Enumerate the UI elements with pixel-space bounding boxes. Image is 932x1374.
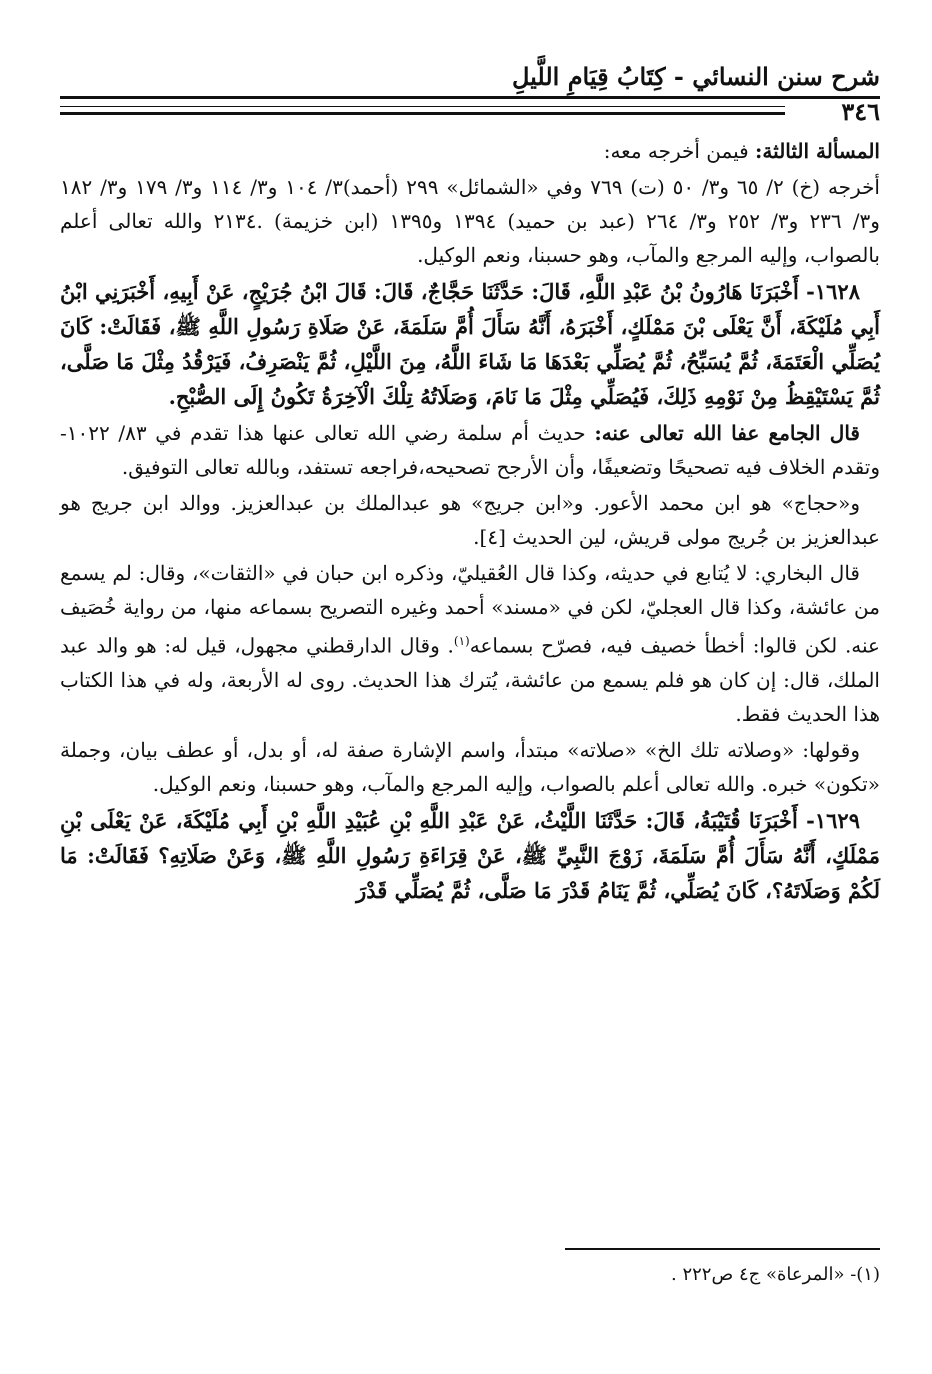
paragraph-takhrij: [60, 170, 880, 272]
header-rule: [60, 112, 785, 115]
hadith-1629: [60, 803, 880, 908]
paragraph-text: فيمن أخرجه معه:: [603, 139, 756, 163]
hadith-text: ١٦٢٩- أَخْبَرَنَا قُتَيْبَةُ، قَالَ: حَدَّثَنَا اللَّيْثُ، عَنْ عَبْدِ اللَّهِ بْنِ عُبَيْدِ اللَّهِ بْنِ أَبِي مُلَيْكَةَ، عَنْ يَعْلَى بْنِ مَمْلَكٍ، أَنَّهُ سَأَلَ أُمَّ سَلَمَةَ، زَوْجَ النَّبِيِّ ﷺ، عَنْ قِرَاءَةِ رَسُولِ اللَّهِ ﷺ، وَعَنْ صَلَاتِهِ؟ فَقَالَتْ: مَا لَكُمْ وَصَلَاتَهُ؟، كَانَ يُصَلِّي، ثُمَّ يَنَامُ قَدْرَ مَا صَلَّى، ثُمَّ يُصَلِّي قَدْرَ: [60, 807, 880, 903]
footnote: (١)- «المرعاة» ج٤ ص٢٢٢ .: [671, 1264, 880, 1285]
paragraph-text: قال البخاري: لا يُتابع في حديثه، وكذا قال العُقيليّ، وذكره ابن حبان في «الثقات»، وقال: لم يسمع من عائشة، وكذا قال العجليّ، لكن في «مسند» أحمد وغيره التصريح بسماعه منها، من رواية خُصَيف عنه. لكن قالوا: أخطأ خصيف فيه، فصرّح بسماعه: [60, 561, 880, 658]
header-rule: [60, 106, 785, 107]
main-text: [60, 134, 880, 910]
paragraph-text: و«حجاج» هو ابن محمد الأعور. و«ابن جريج» هو عبدالملك بن عبدالعزيز. ووالد ابن جريج هو عبدالعزيز بن جُريج مولى قريش، لين الحديث [٤].: [60, 491, 880, 549]
paragraph-commentary: [60, 416, 880, 484]
section-label: قال الجامع عفا الله تعالى عنه:: [594, 421, 860, 445]
paragraph-text: وقولها: «وصلاته تلك الخ» «صلاته» مبتدأ، واسم الإشارة صفة له، أو بدل، أو عطف بيان، وجملة «تكون» خبره. والله تعالى أعلم بالصواب، وإليه المرجع والمآب، وهو حسبنا، ونعم الوكيل.: [60, 737, 880, 796]
header-rule: [60, 96, 880, 99]
paragraph-issue-three: [60, 134, 880, 168]
section-label: المسألة الثالثة:: [755, 139, 880, 163]
footnote-separator: [565, 1248, 880, 1250]
running-header-title: شرح سنن النسائي - كِتَابُ قِيَامِ اللَّيلِ: [512, 62, 880, 91]
footnote-marker[interactable]: (١): [453, 634, 470, 648]
paragraph-text: حديث أم سلمة رضي الله تعالى عنها هذا تقدم في ٨٣/ ١٠٢٢- وتقدم الخلاف فيه تصحيحًا وتضعيفًا، وأن الأرجح تصحيحه،فراجعه تستفد، وبالله تعالى التوفيق.: [60, 421, 880, 479]
page-number: ٣٤٦: [800, 99, 880, 125]
hadith-1628: [60, 274, 880, 414]
hadith-text: ١٦٢٨- أَخْبَرَنَا هَارُونُ بْنُ عَبْدِ اللَّهِ، قَالَ: حَدَّثَنَا حَجَّاجٌ، قَالَ: قَالَ ابْنُ جُرَيْجٍ، عَنْ أَبِيهِ، أَخْبَرَنِي ابْنُ أَبِي مُلَيْكَةَ، أَنَّ يَعْلَى بْنَ مَمْلَكٍ، أَخْبَرَهُ، أَنَّهُ سَأَلَ أُمَّ سَلَمَةَ، عَنْ صَلَاةِ رَسُولِ اللَّهِ ﷺ، فَقَالَتْ: كَانَ يُصَلِّي الْعَتَمَةَ، ثُمَّ يُسَبِّحُ، ثُمَّ يُصَلِّي بَعْدَهَا مَا شَاءَ اللَّهُ، مِنَ اللَّيْلِ، ثُمَّ يَنْصَرِفُ، فَيَرْقُدُ مِثْلَ مَا صَلَّى، ثُمَّ يَسْتَيْقِظُ مِنْ نَوْمِهِ ذَلِكَ، فَيُصَلِّي مِثْلَ مَا نَامَ، وَصَلَاتُهُ تِلْكَ الْآخِرَةُ تَكُونُ إِلَى الصُّبْحِ.: [60, 279, 880, 409]
paragraph-grammar: [60, 733, 880, 801]
paragraph-text: أخرجه (خ) ٢/ ٦٥ و٣/ ٥٠ (ت) ٧٦٩ وفي «الشمائل» ٢٩٩ (أحمد)٣/ ١٠٤ و٣/ ١١٤ و٣/ ١٧٩ و٣/ ١٨٢ و٣/ ٢٣٦ و٣/ ٢٥٢ و٣/ ٢٦٤ (عبد بن حميد) ١٣٩٤ و١٣٩٥ (ابن خزيمة) .٢١٣٤ والله تعالى أعلم بالصواب، وإليه المرجع والمآب، وهو حسبنا، ونعم الوكيل.: [60, 175, 880, 267]
paragraph-narrators: [60, 486, 880, 554]
paragraph-bukhari: [60, 556, 880, 731]
paragraph-text: . وقال الدارقطني مجهول، قيل له: هو والد عبد الملك، قال: إن كان هو فلم يسمع من عائشة، يُترك هذا الحديث. روى له الأربعة، وله في هذا الكتاب هذا الحديث فقط.: [60, 633, 880, 726]
